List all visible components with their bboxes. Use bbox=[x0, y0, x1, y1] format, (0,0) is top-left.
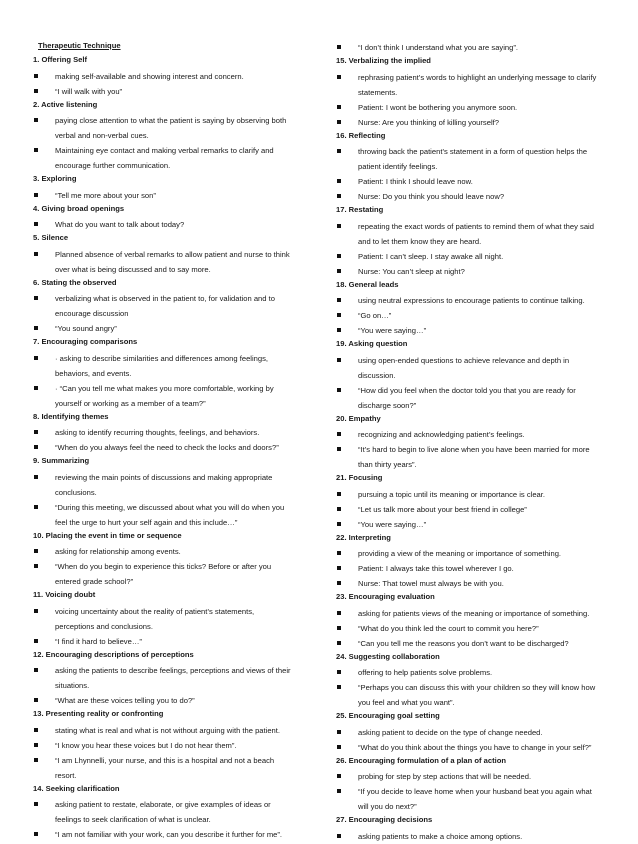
bullet-text: stating what is real and what is not without arguing with the patient. bbox=[55, 725, 280, 735]
section-heading-encouraging-decisions: 27. Encouraging decisions bbox=[336, 815, 433, 824]
bullet-text: voicing uncertainty about the reality of patient’s statements, perceptions and conclusions. bbox=[55, 606, 255, 631]
bullet-text: Patient: I can’t sleep. I stay awake all night. bbox=[358, 251, 504, 261]
square-bullet-icon bbox=[337, 626, 341, 630]
bullet-text: asking patients to make a choice among options. bbox=[358, 831, 523, 841]
square-bullet-icon bbox=[337, 492, 341, 496]
bullet-item bbox=[336, 680, 598, 710]
bullet-item bbox=[336, 264, 598, 279]
bullet-item bbox=[336, 665, 598, 680]
bullet-text: asking for patients views of the meaning or importance of something. bbox=[358, 608, 590, 618]
square-bullet-icon bbox=[337, 105, 341, 109]
bullet-text: repeating the exact words of patients to remind them of what they said and to let them know they are heard. bbox=[358, 221, 594, 246]
bullet-text: Nurse: Are you thinking of killing yourself? bbox=[358, 117, 499, 127]
bullet-item bbox=[33, 723, 295, 738]
section-heading-encouraging-comparisons: 7. Encouraging comparisons bbox=[33, 337, 138, 346]
bullet-item bbox=[33, 291, 295, 321]
bullet-text: throwing back the patient’s statement in a form of question helps the patient identify feelings. bbox=[358, 147, 588, 171]
bullet-text: “What do you think about the things you have to change in your self?” bbox=[358, 742, 592, 752]
bullet-item bbox=[336, 293, 598, 308]
bullet-text: probing for step by step actions that will be needed. bbox=[358, 772, 532, 781]
bullet-item bbox=[336, 323, 598, 338]
square-bullet-icon bbox=[337, 670, 341, 674]
bullet-item bbox=[33, 827, 295, 842]
bullet-item bbox=[33, 500, 295, 530]
section-heading-encouraging-descriptions-of-perceptions: 12. Encouraging descriptions of perceptions bbox=[33, 649, 194, 659]
section-heading-asking-question: 19. Asking question bbox=[336, 339, 408, 348]
square-bullet-icon bbox=[34, 356, 38, 360]
bullet-text: “You sound angry” bbox=[55, 324, 117, 333]
square-bullet-icon bbox=[34, 118, 38, 122]
bullet-text: asking patient to restate, elaborate, or give examples of ideas or feelings to seek clarification of what is unclear. bbox=[55, 800, 271, 824]
square-bullet-icon bbox=[34, 445, 38, 449]
square-bullet-icon bbox=[34, 832, 38, 836]
bullet-item bbox=[336, 100, 598, 115]
bullet-text: · “Can you tell me what makes you more comfortable, working by yourself or working as a member of a team?” bbox=[55, 383, 274, 408]
bullet-text: “I will walk with you” bbox=[55, 86, 123, 96]
square-bullet-icon bbox=[337, 358, 341, 362]
bullet-item bbox=[33, 217, 295, 232]
bullet-item bbox=[33, 247, 295, 277]
bullet-text: “Tell me more about your son” bbox=[55, 190, 156, 200]
bullet-item bbox=[336, 249, 598, 264]
bullet-text: “I know you hear these voices but I do not hear them”. bbox=[55, 740, 237, 750]
square-bullet-icon bbox=[34, 758, 38, 762]
bullet-text: · asking to describe similarities and differences among feelings, behaviors, and events. bbox=[55, 353, 269, 378]
section-heading-summarizing: 9. Summarizing bbox=[33, 456, 90, 465]
bullet-item bbox=[336, 784, 598, 814]
bullet-text: making self-available and showing interest and concern. bbox=[55, 71, 244, 81]
square-bullet-icon bbox=[34, 505, 38, 509]
bullet-text: asking to identify recurring thoughts, feelings, and behaviors. bbox=[55, 428, 260, 437]
bullet-item bbox=[33, 559, 295, 589]
bullet-item bbox=[336, 40, 598, 55]
square-bullet-icon bbox=[34, 74, 38, 78]
bullet-item bbox=[336, 621, 598, 636]
bullet-text: Maintaining eye contact and making verbal remarks to clarify and encourage further communication. bbox=[55, 146, 274, 170]
bullet-item bbox=[33, 113, 295, 143]
bullet-text: pursuing a topic until its meaning or importance is clear. bbox=[358, 489, 545, 499]
square-bullet-icon bbox=[337, 120, 341, 124]
bullet-text: rephrasing patient’s words to highlight an underlying message to clarify statements. bbox=[358, 72, 597, 97]
section-heading-reflecting: 16. Reflecting bbox=[336, 130, 386, 140]
bullet-item bbox=[336, 606, 598, 621]
square-bullet-icon bbox=[337, 507, 341, 511]
bullet-text: “Perhaps you can discuss this with your children so they will know how you feel and what you want”. bbox=[358, 683, 596, 707]
bullet-text: “I don’t think I understand what you are saying”. bbox=[358, 43, 518, 52]
bullet-text: “How did you feel when the doctor told you that you are ready for discharge soon?” bbox=[358, 385, 576, 410]
square-bullet-icon bbox=[34, 743, 38, 747]
bullet-item bbox=[336, 353, 598, 383]
square-bullet-icon bbox=[34, 193, 38, 197]
bullet-item bbox=[33, 693, 295, 708]
square-bullet-icon bbox=[337, 551, 341, 555]
bullet-item bbox=[336, 174, 598, 189]
bullet-item bbox=[33, 425, 295, 440]
bullet-item bbox=[33, 753, 295, 783]
square-bullet-icon bbox=[337, 789, 341, 793]
bullet-item bbox=[33, 738, 295, 753]
square-bullet-icon bbox=[337, 388, 341, 392]
bullet-item bbox=[33, 188, 295, 203]
bullet-item bbox=[336, 308, 598, 323]
section-heading-encouraging-evaluation: 23. Encouraging evaluation bbox=[336, 592, 435, 601]
square-bullet-icon bbox=[337, 611, 341, 615]
section-heading-interpreting: 22. Interpreting bbox=[336, 532, 391, 542]
square-bullet-icon bbox=[34, 609, 38, 613]
square-bullet-icon bbox=[337, 75, 341, 79]
bullet-text: using open-ended questions to achieve relevance and depth in discussion. bbox=[358, 355, 570, 380]
bullet-text: asking for relationship among events. bbox=[55, 547, 181, 556]
bullet-item bbox=[336, 383, 598, 413]
bullet-item bbox=[336, 725, 598, 740]
bullet-text: recognizing and acknowledging patient’s feelings. bbox=[358, 430, 525, 439]
square-bullet-icon bbox=[337, 774, 341, 778]
bullet-item bbox=[336, 546, 598, 561]
bullet-text: “I am not familiar with your work, can you describe it further for me”. bbox=[55, 830, 283, 839]
bullet-text: “Let us talk more about your best friend in college” bbox=[358, 504, 527, 514]
square-bullet-icon bbox=[34, 549, 38, 553]
section-heading-active-listening: 2. Active listening bbox=[33, 99, 98, 109]
section-heading-presenting-reality-or-confronting: 13. Presenting reality or confronting bbox=[33, 709, 164, 718]
bullet-text: reviewing the main points of discussions and making appropriate conclusions. bbox=[55, 472, 273, 497]
square-bullet-icon bbox=[34, 430, 38, 434]
bullet-text: “During this meeting, we discussed about what you will do when you feel the urge to hurt your self again and this include…” bbox=[55, 502, 285, 527]
square-bullet-icon bbox=[34, 639, 38, 643]
bullet-item bbox=[336, 517, 598, 532]
square-bullet-icon bbox=[337, 745, 341, 749]
left-column bbox=[33, 40, 295, 842]
bullet-text: “Go on…” bbox=[358, 311, 392, 320]
bullet-text: “What do you think led the court to commit you here?” bbox=[358, 623, 539, 633]
square-bullet-icon bbox=[34, 386, 38, 390]
bullet-text: Patient: I wont be bothering you anymore soon. bbox=[358, 102, 518, 112]
square-bullet-icon bbox=[337, 566, 341, 570]
bullet-item bbox=[33, 440, 295, 455]
square-bullet-icon bbox=[337, 432, 341, 436]
section-heading-silence: 5. Silence bbox=[33, 233, 69, 242]
square-bullet-icon bbox=[337, 581, 341, 585]
bullet-text: asking patient to decide on the type of change needed. bbox=[358, 727, 543, 737]
bullet-text: What do you want to talk about today? bbox=[55, 220, 185, 229]
bullet-text: Nurse: That towel must always be with you. bbox=[358, 579, 504, 588]
section-heading-identifying-themes: 8. Identifying themes bbox=[33, 411, 109, 421]
bullet-item bbox=[33, 321, 295, 336]
bullet-text: “It’s hard to begin to live alone when you have been married for more than thirty years”. bbox=[358, 445, 590, 469]
bullet-text: “I find it hard to believe…” bbox=[55, 636, 142, 646]
square-bullet-icon bbox=[34, 475, 38, 479]
bullet-text: Nurse: Do you think you should leave now? bbox=[358, 192, 505, 201]
square-bullet-icon bbox=[337, 447, 341, 451]
section-heading-suggesting-collaboration: 24. Suggesting collaboration bbox=[336, 651, 440, 661]
bullet-item bbox=[33, 69, 295, 84]
bullet-text: verbalizing what is observed in the patient to, for validation and to encourage discussion bbox=[55, 294, 275, 318]
bullet-item bbox=[336, 144, 598, 174]
square-bullet-icon bbox=[337, 328, 341, 332]
bullet-text: Nurse: You can’t sleep at night? bbox=[358, 266, 465, 276]
bullet-item bbox=[336, 442, 598, 472]
bullet-text: providing a view of the meaning or importance of something. bbox=[358, 549, 562, 558]
bullet-item bbox=[33, 381, 295, 411]
square-bullet-icon bbox=[337, 313, 341, 317]
bullet-item bbox=[336, 487, 598, 502]
square-bullet-icon bbox=[337, 298, 341, 302]
section-heading-voicing-doubt: 11. Voicing doubt bbox=[33, 590, 96, 599]
bullet-text: “If you decide to leave home when your husband beat you again what will you do next?” bbox=[358, 787, 592, 811]
square-bullet-icon bbox=[34, 222, 38, 226]
section-heading-placing-the-event-in-time-or-sequence: 10. Placing the event in time or sequence bbox=[33, 530, 182, 540]
section-heading-encouraging-formulation-of-a-plan-of-action: 26. Encouraging formulation of a plan of action bbox=[336, 755, 507, 765]
bullet-item bbox=[33, 663, 295, 693]
square-bullet-icon bbox=[34, 698, 38, 702]
bullet-item bbox=[33, 544, 295, 559]
bullet-text: Planned absence of verbal remarks to allow patient and nurse to think over what is being discussed and to say more. bbox=[55, 249, 290, 274]
bullet-item bbox=[336, 636, 598, 651]
square-bullet-icon bbox=[337, 685, 341, 689]
bullet-item bbox=[336, 769, 598, 784]
section-heading-exploring: 3. Exploring bbox=[33, 174, 77, 183]
section-heading-stating-the-observed: 6. Stating the observed bbox=[33, 277, 117, 287]
square-bullet-icon bbox=[34, 148, 38, 152]
bullet-text: “I am Lhynnelli, your nurse, and this is a hospital and not a beach resort. bbox=[55, 755, 275, 780]
bullet-item bbox=[336, 115, 598, 130]
section-heading-focusing: 21. Focusing bbox=[336, 473, 383, 482]
bullet-text: “When do you begin to experience this ticks? Before or after you entered grade school?” bbox=[55, 562, 272, 586]
bullet-item bbox=[336, 576, 598, 591]
bullet-item bbox=[33, 634, 295, 649]
bullet-item bbox=[33, 351, 295, 381]
square-bullet-icon bbox=[337, 179, 341, 183]
bullet-text: “What are these voices telling you to do?” bbox=[55, 696, 195, 705]
bullet-text: asking the patients to describe feelings, perceptions and views of their situations. bbox=[55, 666, 291, 690]
bullet-item bbox=[33, 797, 295, 827]
square-bullet-icon bbox=[337, 269, 341, 273]
bullet-item bbox=[336, 70, 598, 100]
bullet-item bbox=[336, 189, 598, 204]
bullet-text: “Can you tell me the reasons you don’t want to be discharged? bbox=[358, 638, 569, 648]
bullet-text: paying close attention to what the patient is saying by observing both verbal and non-verbal cues. bbox=[55, 116, 287, 140]
square-bullet-icon bbox=[337, 45, 341, 49]
bullet-item bbox=[33, 604, 295, 634]
square-bullet-icon bbox=[337, 834, 341, 838]
square-bullet-icon bbox=[337, 224, 341, 228]
square-bullet-icon bbox=[34, 296, 38, 300]
square-bullet-icon bbox=[337, 194, 341, 198]
section-heading-general-leads: 18. General leads bbox=[336, 279, 399, 289]
section-heading-restating: 17. Restating bbox=[336, 205, 384, 214]
bullet-item bbox=[33, 84, 295, 99]
section-heading-verbalizing-the-implied: 15. Verbalizing the implied bbox=[336, 56, 431, 65]
bullet-item bbox=[336, 502, 598, 517]
square-bullet-icon bbox=[34, 668, 38, 672]
square-bullet-icon bbox=[337, 149, 341, 153]
document-title: Therapeutic Technique bbox=[38, 41, 121, 50]
square-bullet-icon bbox=[34, 564, 38, 568]
right-column bbox=[336, 40, 598, 844]
bullet-text: Patient: I always take this towel wherever I go. bbox=[358, 564, 514, 573]
bullet-item bbox=[336, 219, 598, 249]
bullet-item bbox=[33, 470, 295, 500]
square-bullet-icon bbox=[34, 802, 38, 806]
section-heading-seeking-clarification: 14. Seeking clarification bbox=[33, 783, 120, 793]
section-heading-offering-self: 1. Offering Self bbox=[33, 55, 88, 64]
square-bullet-icon bbox=[337, 730, 341, 734]
square-bullet-icon bbox=[34, 728, 38, 732]
square-bullet-icon bbox=[337, 254, 341, 258]
section-heading-encouraging-goal-setting: 25. Encouraging goal setting bbox=[336, 711, 440, 720]
section-heading-empathy: 20. Empathy bbox=[336, 413, 381, 423]
bullet-item bbox=[33, 143, 295, 173]
square-bullet-icon bbox=[337, 522, 341, 526]
bullet-text: “You were saying…” bbox=[358, 326, 427, 335]
bullet-text: “You were saying…” bbox=[358, 519, 427, 529]
bullet-text: using neutral expressions to encourage patients to continue talking. bbox=[358, 296, 585, 305]
square-bullet-icon bbox=[34, 252, 38, 256]
square-bullet-icon bbox=[34, 326, 38, 330]
square-bullet-icon bbox=[337, 641, 341, 645]
bullet-text: Patient: I think I should leave now. bbox=[358, 177, 473, 186]
square-bullet-icon bbox=[34, 89, 38, 93]
bullet-item bbox=[336, 740, 598, 755]
bullet-text: “When do you always feel the need to check the locks and doors?” bbox=[55, 443, 279, 452]
bullet-item bbox=[336, 561, 598, 576]
bullet-item bbox=[336, 829, 598, 844]
bullet-item bbox=[336, 427, 598, 442]
section-heading-giving-broad-openings: 4. Giving broad openings bbox=[33, 203, 125, 213]
bullet-text: offering to help patients solve problems. bbox=[358, 668, 493, 677]
